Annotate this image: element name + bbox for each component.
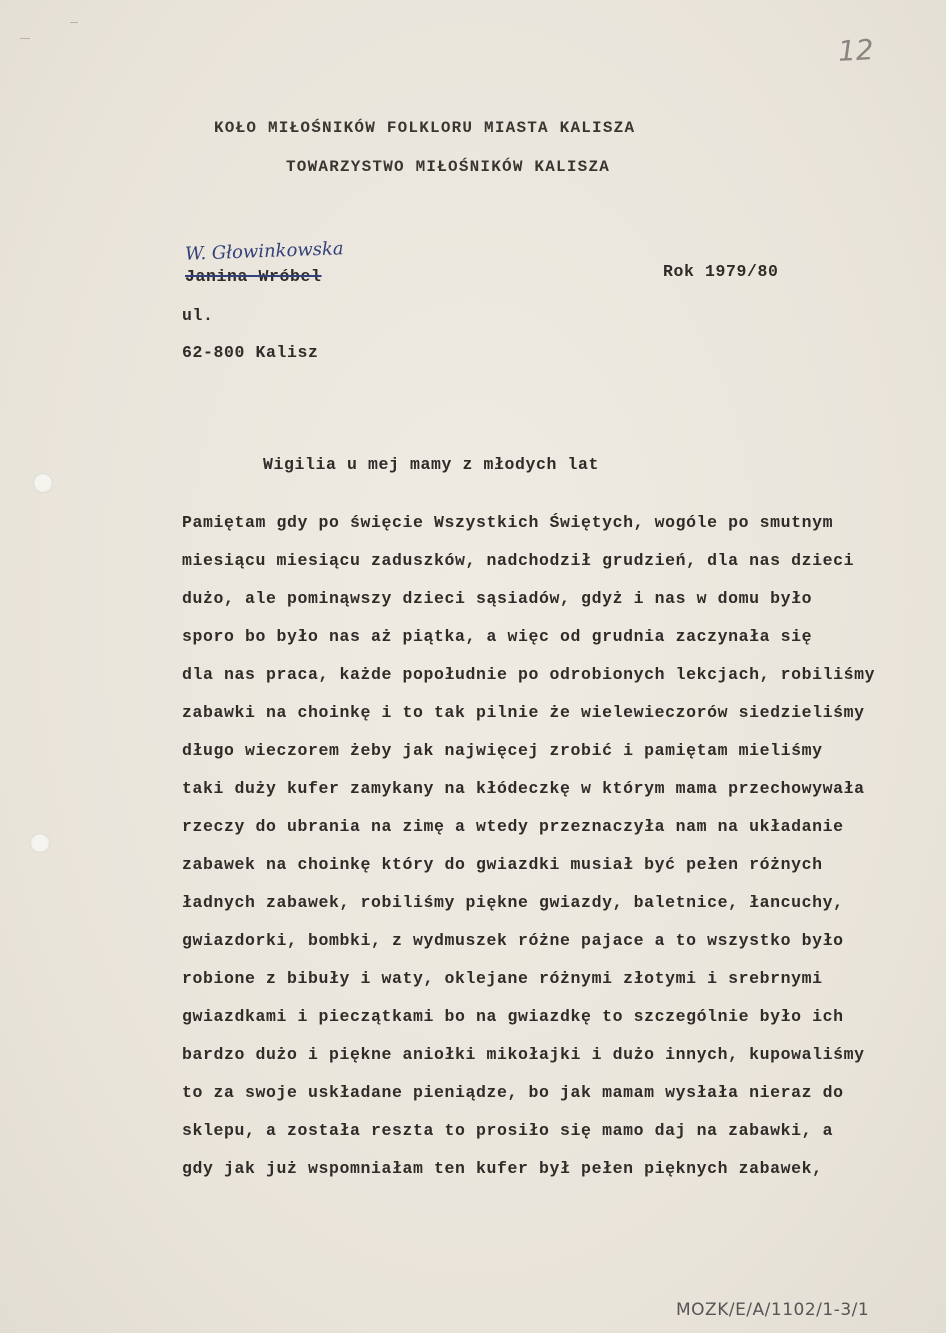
body-line: dużo, ale pominąwszy dzieci sąsiadów, gdyż i nas w domu było	[182, 589, 813, 608]
body-line: robione z bibuły i waty, oklejane różnymi złotymi i srebrnymi	[182, 969, 823, 988]
header-organization-1: KOŁO MIŁOŚNIKÓW FOLKLORU MIASTA KALISZA	[214, 119, 636, 137]
body-line: ładnych zabawek, robiliśmy piękne gwiazdy, baletnice, łancuchy,	[182, 893, 844, 912]
handwritten-author-name: W. Głowinkowska	[184, 238, 344, 265]
address-city: 62-800 Kalisz	[182, 343, 319, 362]
scan-mark	[20, 38, 30, 39]
punch-hole-top	[33, 473, 53, 493]
body-line: bardzo dużo i piękne aniołki mikołajki i dużo innych, kupowaliśmy	[182, 1045, 865, 1064]
body-line: rzeczy do ubrania na zimę a wtedy przeznaczyła nam na układanie	[182, 817, 844, 836]
scan-mark	[70, 22, 78, 23]
body-line: Pamiętam gdy po święcie Wszystkich Świętych, wogóle po smutnym	[182, 513, 834, 532]
header-organization-2: TOWARZYSTWO MIŁOŚNIKÓW KALISZA	[286, 158, 611, 176]
year: Rok 1979/80	[663, 262, 779, 281]
page-number: 12	[837, 33, 875, 68]
document-title: Wigilia u mej mamy z młodych lat	[263, 455, 600, 474]
body-line: zabawek na choinkę który do gwiazdki musiał być pełen różnych	[182, 855, 823, 874]
address-street: ul.	[182, 306, 214, 325]
punch-hole-bottom	[30, 833, 50, 853]
body-line: gwiazdkami i pieczątkami bo na gwiazdkę to szczególnie było ich	[182, 1007, 844, 1026]
body-line: długo wieczorem żeby jak najwięcej zrobić i pamiętam mieliśmy	[182, 741, 823, 760]
body-line: gdy jak już wspomniałam ten kufer był pełen pięknych zabawek,	[182, 1159, 823, 1178]
body-line: sklepu, a została reszta to prosiło się mamo daj na zabawki, a	[182, 1121, 834, 1140]
archive-signature: MOZK/E/A/1102/1-3/1	[676, 1300, 870, 1320]
body-line: gwiazdorki, bombki, z wydmuszek różne pajace a to wszystko było	[182, 931, 844, 950]
body-line: miesiącu miesiącu zaduszków, nadchodził grudzień, dla nas dzieci	[182, 551, 855, 570]
body-line: dla nas praca, każde popołudnie po odrobionych lekcjach, robiliśmy	[182, 665, 876, 684]
body-line: zabawki na choinkę i to tak pilnie że wielewieczorów siedzieliśmy	[182, 703, 865, 722]
body-line: taki duży kufer zamykany na kłódeczkę w którym mama przechowywała	[182, 779, 865, 798]
struck-typed-name: Janina Wróbel	[185, 267, 322, 286]
body-line: sporo bo było nas aż piątka, a więc od grudnia zaczynała się	[182, 627, 813, 646]
body-line: to za swoje uskładane pieniądze, bo jak mamam wysłała nieraz do	[182, 1083, 844, 1102]
